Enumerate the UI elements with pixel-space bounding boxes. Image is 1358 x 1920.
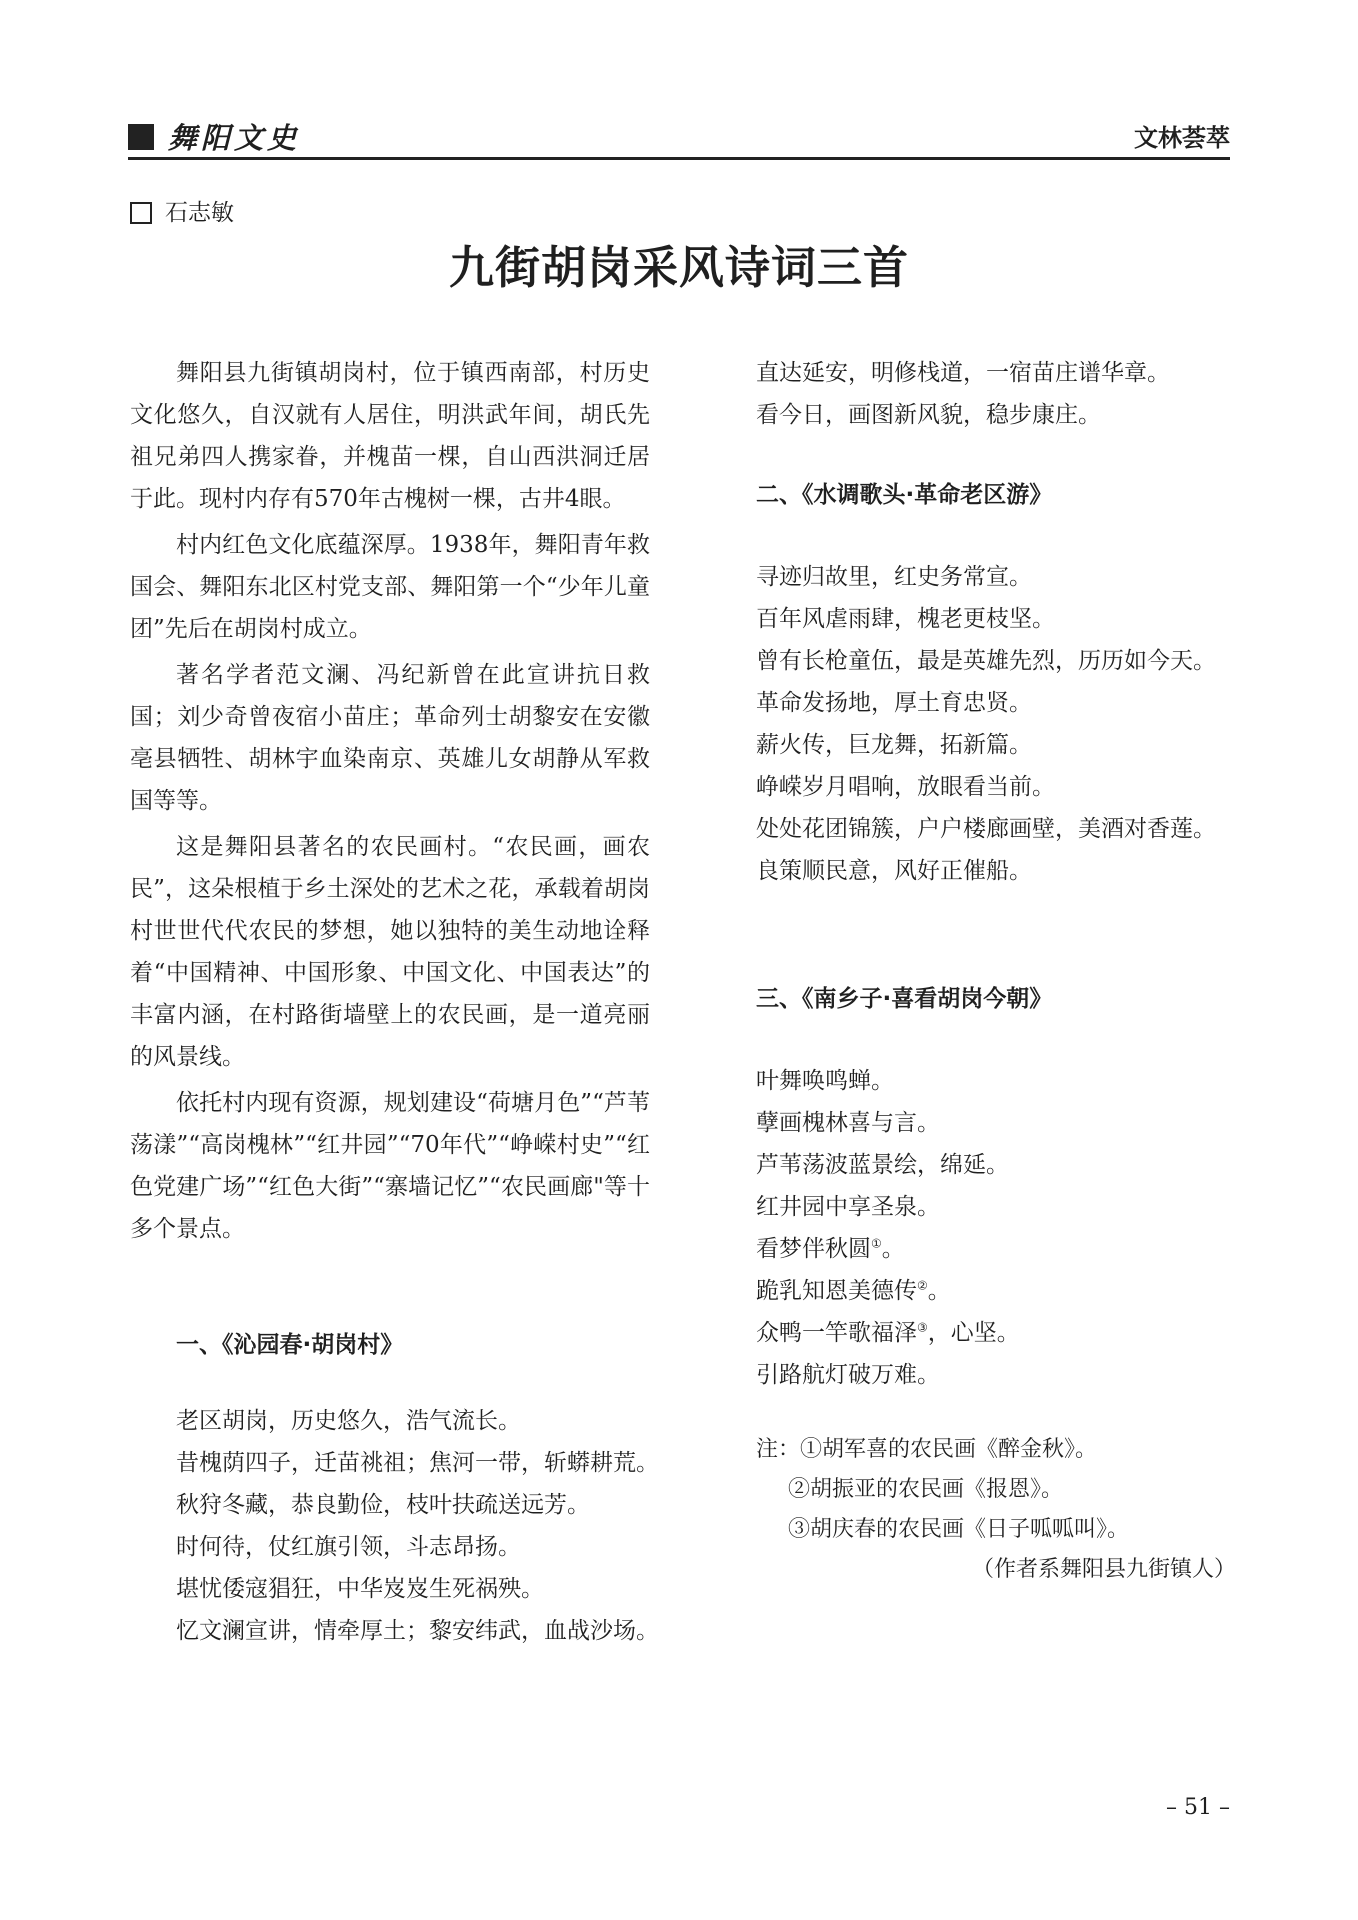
poem1-heading: 一、《沁园春·胡岗村》 [176,1332,404,1358]
poem-line: 忆文澜宣讲，情牵厚土；黎安纬武，血战沙场。 [176,1618,659,1644]
right-column [756,352,1236,1590]
section-name: 文林荟萃 [1134,124,1230,152]
footnote: ②胡振亚的农民画《报恩》。 [788,1477,1064,1502]
poem-line: 芦苇荡波蓝景绘，绵延。 [756,1152,1009,1178]
poem-line: 老区胡岗，历史悠久，浩气流长。 [176,1408,521,1434]
intro-paragraph: 著名学者范文澜、冯纪新曾在此宣讲抗日救国；刘少奇曾夜宿小苗庄；革命列士胡黎安在安徽亳县牺牲、胡林宇血染南京、英雄儿女胡静从军救国等等。 [130,662,650,814]
footnote-marker: ② [917,1278,928,1293]
left-column [130,352,659,1652]
poem-line: 革命发扬地，厚土育忠贤。 [756,690,1032,716]
footnote: ③胡庆春的农民画《日子呱呱叫》。 [788,1517,1130,1542]
footnote-marker: ① [871,1236,882,1251]
poem-line: 薪火传，巨龙舞，拓新篇。 [756,732,1032,758]
footnote: 注：①胡军喜的农民画《醉金秋》。 [756,1437,1098,1462]
article-title: 九街胡岗采风诗词三首 [448,241,909,294]
poem-line: 直达延安，明修栈道，一宿苗庄谱华章。 [756,360,1170,386]
poem-line: 峥嵘岁月唱响，放眼看当前。 [756,774,1055,800]
intro-paragraph: 这是舞阳县著名的农民画村。“农民画，画农民”，这朵根植于乡土深处的艺术之花，承载着胡岗村世世代代农民的梦想，她以独特的美生动地诠释着“中国精神、中国形象、中国文化、中国表达”的丰富内涵，在村路街墙壁上的农民画，是一道亮丽的风景线。 [130,834,650,1070]
journal-name: 舞阳文史 [168,121,301,155]
page-number: – 51 – [1166,1795,1230,1820]
footnote-marker: ③ [917,1320,928,1335]
poem-line: 叶舞唤鸣蝉。 [756,1068,894,1094]
author-box-icon [130,202,152,224]
header-square-icon [128,124,154,150]
poem-line: 昔槐荫四子，迁苗祧祖；焦河一带，斩蟒耕荒。 [176,1450,659,1476]
poem-line: 红井园中享圣泉。 [756,1194,940,1220]
poem-line: 孽画槐林喜与言。 [756,1110,940,1136]
author-signature: （作者系舞阳县九街镇人） [971,1557,1236,1582]
poem-line: 寻迹归故里，红史务常宣。 [756,564,1032,590]
poem3-heading: 三、《南乡子·喜看胡岗今朝》 [756,986,1053,1012]
author-name: 石志敏 [165,200,234,226]
poem-line: 时何待，仗红旗引领，斗志昂扬。 [176,1534,521,1560]
poem2-heading: 二、《水调歌头·革命老区游》 [756,482,1053,508]
poem-line: 堪忧倭寇猖狂，中华岌岌生死祸殃。 [176,1576,544,1602]
poem-line: 看梦伴秋圆①。 [756,1236,905,1262]
poem-line: 秋狩冬藏，恭良勤俭，枝叶扶疏送远芳。 [176,1492,590,1518]
poem-line: 百年风虐雨肆，槐老更枝坚。 [756,606,1055,632]
page-header [128,120,1230,156]
poem-line: 良策顺民意，风好正催船。 [756,858,1032,884]
poem-line: 引路航灯破万难。 [756,1362,940,1388]
poem-line: 跪乳知恩美德传②。 [756,1278,951,1304]
intro-paragraph: 村内红色文化底蕴深厚。1938年，舞阳青年救国会、舞阳东北区村党支部、舞阳第一个“少年儿童团”先后在胡岗村成立。 [130,532,650,642]
poem-line: 众鸭一竿歌福泽③，心坚。 [756,1320,1020,1346]
intro-paragraph: 依托村内现有资源，规划建设“荷塘月色”“芦苇荡漾”“高岗槐林”“红井园”“70年代”“峥嵘村史”“红色党建广场”“红色大街”“寨墙记忆”“农民画廊"等十多个景点。 [130,1090,650,1242]
poem-line: 处处花团锦簇，户户楼廊画壁，美酒对香莲。 [756,816,1216,842]
poem-line: 曾有长枪童伍，最是英雄先烈，历历如今天。 [756,648,1216,674]
poem-line: 看今日，画图新风貌，稳步康庄。 [756,402,1101,428]
intro-paragraph: 舞阳县九街镇胡岗村，位于镇西南部，村历史文化悠久，自汉就有人居住，明洪武年间，胡氏先祖兄弟四人携家眷，并槐苗一棵，自山西洪洞迁居于此。现村内存有570年古槐树一棵，古井4眼。 [130,360,650,512]
header-rule [128,157,1230,160]
note-label: 注： [756,1437,801,1462]
